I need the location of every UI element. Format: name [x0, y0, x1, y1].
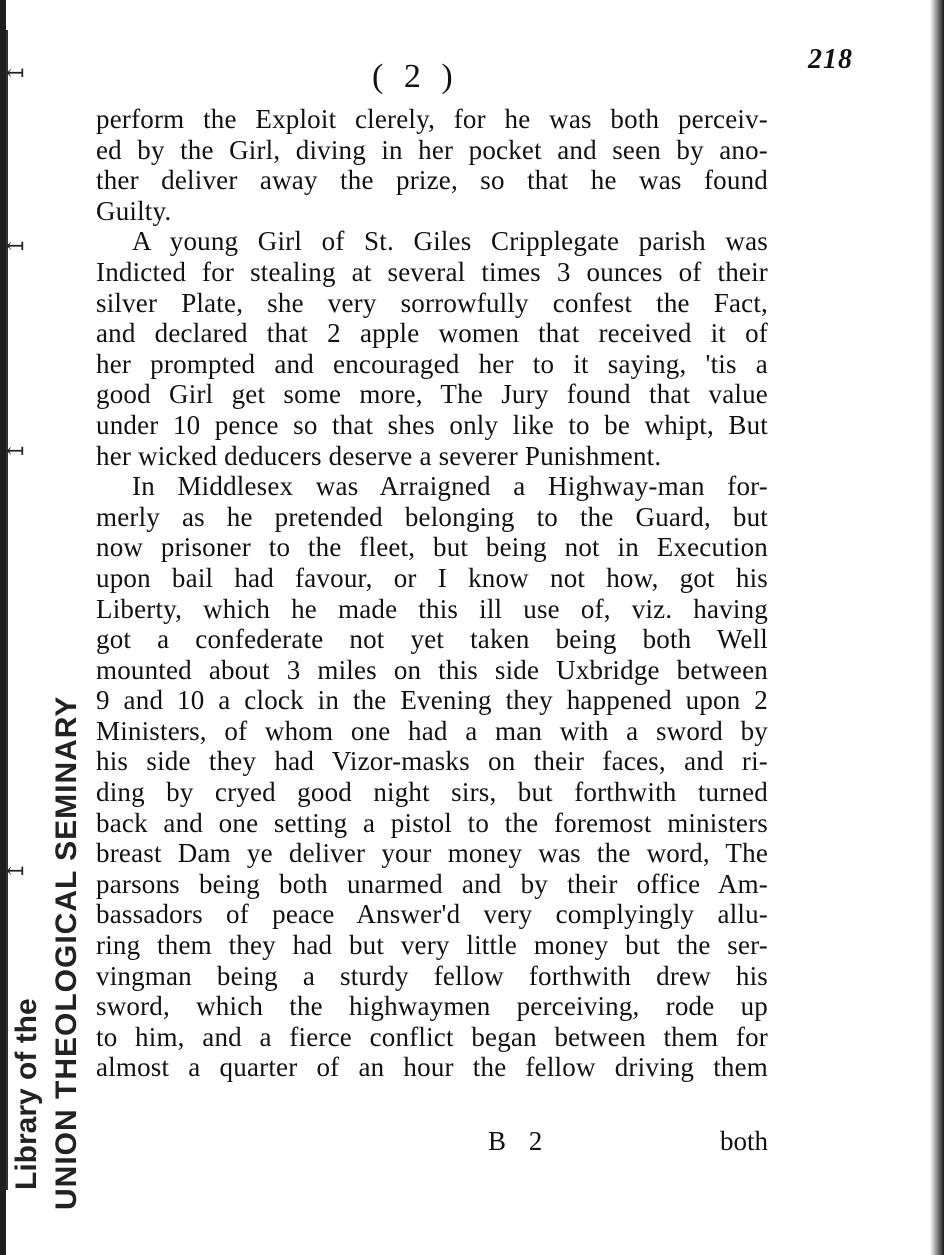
- signature-mark: B 2: [488, 1126, 551, 1156]
- margin-arrow-icon: ↤: [6, 858, 25, 883]
- text-line: ther deliver away the prize, so that he was found: [96, 165, 768, 196]
- text-line: breast Dam ye deliver your money was the word, The: [96, 838, 768, 869]
- text-line: parsons being both unarmed and by their office Am-: [96, 868, 768, 899]
- text-line: almost a quarter of an hour the fellow driving them: [96, 1052, 768, 1083]
- text-line: vingman being a sturdy fellow forthwith drew his: [96, 960, 768, 991]
- text-line: Ministers, of whom one had a man with a sword by: [96, 715, 768, 746]
- library-stamp: [10, 695, 83, 1210]
- text-line: ding by cryed good night sirs, but forthwith turned: [96, 777, 768, 808]
- margin-arrow-icon: ↤: [6, 60, 25, 85]
- text-line: her wicked deducers deserve a severer Punishment.: [96, 440, 662, 471]
- text-line: perform the Exploit clerely, for he was both perceiv-: [96, 104, 768, 134]
- scan-margin-ruler: [6, 30, 8, 1190]
- margin-arrow-icon: ↤: [6, 233, 25, 258]
- page-number: ( 2 ): [372, 58, 459, 95]
- text-line: 9 and 10 a clock in the Evening they happened upon 2: [96, 685, 768, 716]
- text-line: upon bail had favour, or I know not how, got his: [96, 562, 768, 593]
- page-footer: [96, 1126, 768, 1160]
- text-line: back and one setting a pistol to the foremost ministers: [96, 807, 768, 838]
- body-text: [96, 104, 768, 1083]
- text-line: his side they had Vizor-masks on their faces, and ri-: [96, 746, 768, 777]
- text-line: under 10 pence so that shes only like to be whipt, But: [96, 409, 768, 440]
- catchword: both: [719, 1126, 768, 1156]
- text-line: ring them they had but very little money but the ser-: [96, 930, 768, 961]
- text-line: her prompted and encouraged her to it saying, 'tis a: [96, 348, 768, 379]
- text-line: got a confederate not yet taken being both Well: [96, 624, 768, 655]
- text-line: Guilty.: [96, 195, 172, 226]
- text-line: and declared that 2 apple women that received it of: [96, 318, 768, 349]
- text-line: mounted about 3 miles on this side Uxbridge between: [96, 654, 768, 685]
- text-line: to him, and a fierce conflict began between them for: [96, 1021, 768, 1052]
- text-line: sword, which the highwaymen perceiving, rode up: [96, 991, 768, 1022]
- text-line: Indicted for stealing at several times 3 ounces of their: [96, 256, 768, 287]
- text-line: ed by the Girl, diving in her pocket and seen by ano-: [96, 134, 768, 165]
- text-line: bassadors of peace Answer'd very complyingly allu-: [96, 899, 768, 930]
- stamp-line-seminary: UNION THEOLOGICAL SEMINARY: [50, 695, 83, 1210]
- text-line: silver Plate, she very sorrowfully confest the Fact,: [96, 287, 768, 318]
- text-line: now prisoner to the fleet, but being not in Execution: [96, 532, 768, 563]
- text-line: merly as he pretended belonging to the Guard, but: [96, 501, 768, 532]
- text-line: In Middlesex was Arraigned a Highway-man for-: [132, 471, 768, 502]
- text-line: Liberty, which he made this ill use of, viz. having: [96, 593, 768, 624]
- margin-arrow-icon: ↤: [6, 438, 25, 463]
- text-line: A young Girl of St. Giles Cripplegate parish was: [132, 226, 768, 257]
- folio-number: 218: [808, 44, 853, 75]
- text-line: good Girl get some more, The Jury found that value: [96, 379, 768, 410]
- stamp-line-library: Library of the: [10, 998, 43, 1190]
- scan-right-border: [930, 0, 944, 1255]
